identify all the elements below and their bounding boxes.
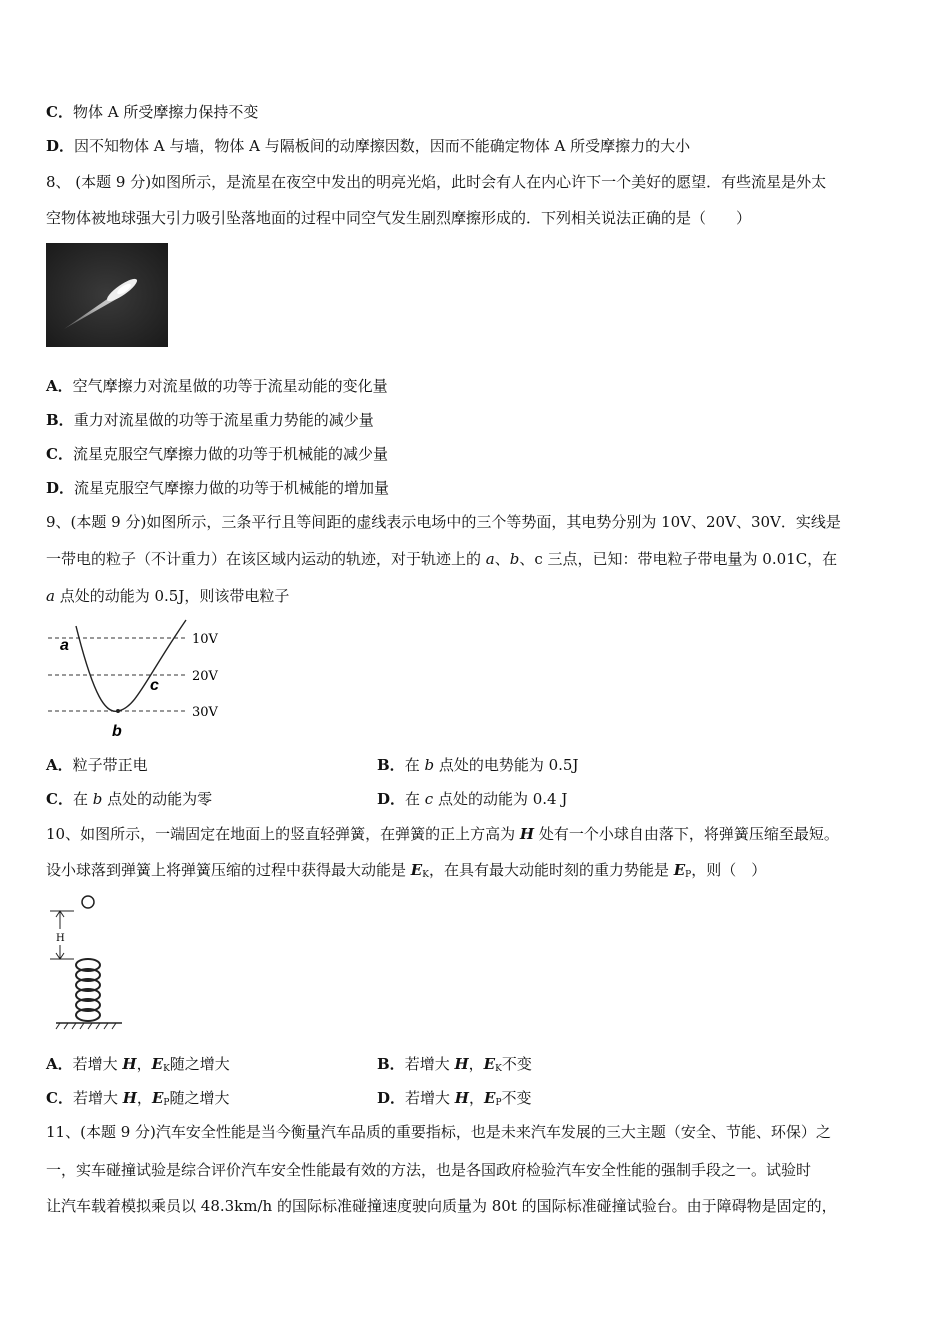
meteor-photo <box>46 243 168 347</box>
spring-ball-diagram <box>46 893 126 1033</box>
height-label: H <box>56 933 65 944</box>
q11-stem-line3: 让汽车载着模拟乘员以 48.3km/h 的国际标准碰撞速度驶向质量为 80t 的国际标准碰撞试验台。由于障碍物是固定的， <box>46 1197 837 1215</box>
q9-option-d: D．在 c 点处的动能为 0.4 J <box>377 790 568 808</box>
q9-option-a: A．粒子带正电 <box>46 756 148 774</box>
q9-option-c: C．在 b 点处的动能为零 <box>46 790 213 808</box>
q8-stem-line2: 空物体被地球强大引力吸引坠落地面的过程中同空气发生剧烈摩擦形成的．下列相关说法正确的是（ ） <box>46 209 752 227</box>
q8-option-d <box>46 478 389 498</box>
option-text: 因不知物体 A 与墙，物体 A 与隔板间的动摩擦因数，因而不能确定物体 A 所受摩擦力的大小 <box>74 137 691 155</box>
q8-stem-line1: 8、 (本题 9 分)如图所示，是流星在夜空中发出的明亮光焰，此时会有人在内心许下一个美好的愿望．有些流星是外太 <box>46 173 827 191</box>
q9-stem-line1: 9、(本题 9 分)如图所示，三条平行且等间距的虚线表示电场中的三个等势面，其电势分别为 10V、20V、30V．实线是 <box>46 513 841 531</box>
equipotential-diagram <box>46 618 236 742</box>
option-text: 流星克服空气摩擦力做的功等于机械能的增加量 <box>74 479 390 497</box>
q8-option-c <box>46 444 388 464</box>
q10-option-a: A．若增大 H，$E_K$随之增大 <box>46 1055 230 1074</box>
q8-option-a <box>46 376 388 396</box>
q10-option-b: B．若增大 H，$E_K$不变 <box>377 1055 532 1074</box>
q7-option-c <box>46 102 258 122</box>
q10-option-d: D．若增大 H，$E_P$不变 <box>377 1089 532 1108</box>
point-b-dot <box>116 709 120 713</box>
q10-stem-line1: 10、如图所示，一端固定在地面上的竖直轻弹簧，在弹簧的正上方高为 H 处有一个小球自由落下，将弹簧压缩至最短。 <box>46 825 839 843</box>
label-c: c <box>150 677 159 694</box>
spring <box>76 959 100 1021</box>
option-label: C． <box>46 103 73 121</box>
option-label: D． <box>46 479 75 497</box>
option-text: 空气摩擦力对流星做的功等于流星动能的变化量 <box>72 377 388 395</box>
q10-option-c: C．若增大 H，$E_P$随之增大 <box>46 1089 230 1108</box>
label-a: a <box>60 637 69 654</box>
label-b: b <box>112 723 122 740</box>
option-label: D． <box>46 137 75 155</box>
option-label: A． <box>46 377 73 395</box>
q11-stem-line2: 一，实车碰撞试验是综合评价汽车安全性能最有效的方法，也是各国政府检验汽车安全性能的强制手段之一。试验时 <box>46 1161 812 1179</box>
q9-stem-line2: 一带电的粒子（不计重力）在该区域内运动的轨迹，对于轨迹上的 a、b、c 三点，已知：带电粒子带电量为 0.01C，在 <box>46 550 838 568</box>
q8-option-b <box>46 410 374 430</box>
option-text: 重力对流星做的功等于流星重力势能的减少量 <box>73 411 374 429</box>
q7-option-d <box>46 136 690 156</box>
label-20v: 20V <box>192 669 218 684</box>
option-text: 流星克服空气摩擦力做的功等于机械能的减少量 <box>72 445 388 463</box>
label-10v: 10V <box>192 632 218 647</box>
ball <box>82 896 94 908</box>
q9-option-b: B．在 b 点处的电势能为 0.5J <box>377 756 579 774</box>
label-30v: 30V <box>192 705 218 720</box>
q9-stem-line3: a 点处的动能为 0.5J，则该带电粒子 <box>46 587 290 605</box>
option-label: B． <box>46 411 74 429</box>
particle-trajectory <box>76 620 186 711</box>
option-label: C． <box>46 445 73 463</box>
option-text: 物体 A 所受摩擦力保持不变 <box>72 103 259 121</box>
q10-stem-line2: 设小球落到弹簧上将弹簧压缩的过程中获得最大动能是 $E_K$，在具有最大动能时刻的重力势能是 $E_P$，则（ ） <box>46 861 767 880</box>
q11-stem-line1: 11、(本题 9 分)汽车安全性能是当今衡量汽车品质的重要指标，也是未来汽车发展的三大主题（安全、节能、环保）之 <box>46 1123 831 1141</box>
